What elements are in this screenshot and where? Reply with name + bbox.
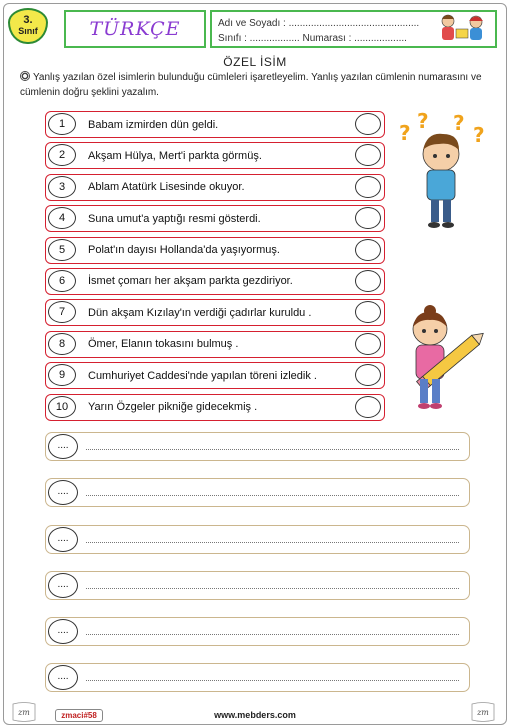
answer-number-circle[interactable]: .... <box>48 434 78 459</box>
sentence-row <box>45 394 385 421</box>
name-field[interactable]: Adı ve Soyadı : ............................................... <box>218 18 420 29</box>
instruction-text <box>20 70 488 100</box>
answer-line[interactable] <box>86 673 459 681</box>
sentence-text: Ablam Atatürk Lisesinde okuyor. <box>88 181 245 194</box>
answer-row <box>45 432 470 461</box>
sentence-row <box>45 205 385 232</box>
sentence-number: 7 <box>48 301 76 323</box>
sentence-row <box>45 362 385 389</box>
subject-box <box>64 10 206 48</box>
answer-number-circle[interactable]: .... <box>48 573 78 598</box>
logo-left-text: zm <box>18 708 30 717</box>
sentence-text: Suna umut'a yaptığı resmi gösterdi. <box>88 212 261 225</box>
answer-row <box>45 525 470 554</box>
answer-line[interactable] <box>86 581 459 589</box>
sentence-number: 2 <box>48 144 76 166</box>
answer-number-circle[interactable]: .... <box>48 665 78 690</box>
sentence-row <box>45 268 385 295</box>
worksheet-code: zmaci#58 <box>55 709 103 722</box>
sentence-text: Akşam Hülya, Mert'i parkta görmüş. <box>88 149 262 162</box>
answer-line[interactable] <box>86 535 459 543</box>
answer-row <box>45 617 470 646</box>
sentence-text: Yarın Özgeler pikniğe gidecekmiş . <box>88 401 258 414</box>
answer-number-circle[interactable]: .... <box>48 527 78 552</box>
instruction-body: Yanlış yazılan özel isimlerin bulunduğu cümleleri işaretleyelim. Yanlış yazılan cümlenin numarasını ve cümlenin doğru şeklini yazalım. <box>20 72 482 98</box>
answer-row <box>45 478 470 507</box>
sentence-text: Dün akşam Kızılay'ın verdiği çadırlar kuruldu . <box>88 306 312 319</box>
sentence-number: 5 <box>48 239 76 261</box>
sentence-number: 8 <box>48 333 76 355</box>
sentence-number: 3 <box>48 176 76 198</box>
answer-line[interactable] <box>86 627 459 635</box>
sentence-text: Ömer, Elanın tokasını bulmuş . <box>88 338 239 351</box>
answer-number-circle[interactable]: .... <box>48 480 78 505</box>
girl-with-pencil-illustration <box>398 303 490 413</box>
sentence-text: Babam izmirden dün geldi. <box>88 118 219 131</box>
check-circle[interactable] <box>355 207 381 229</box>
answer-list <box>45 432 470 710</box>
svg-text:?: ? <box>453 111 465 135</box>
subject-title: TÜRKÇE <box>89 18 181 40</box>
svg-text:?: ? <box>417 109 429 133</box>
sentence-row <box>45 111 385 138</box>
check-circle[interactable] <box>355 144 381 166</box>
sentence-row <box>45 142 385 169</box>
site-url[interactable]: www.mebders.com <box>214 710 296 720</box>
sentence-text: İsmet çomarı her akşam parkta gezdiriyor. <box>88 275 293 288</box>
sentence-text: Cumhuriyet Caddesi'nde yapılan töreni izledik . <box>88 369 317 382</box>
kids-reading-icon <box>434 11 494 45</box>
logo-right-text: zm <box>477 708 489 717</box>
answer-line[interactable] <box>86 442 459 450</box>
answer-row <box>45 663 470 692</box>
sentence-row <box>45 331 385 358</box>
sentence-list <box>45 111 385 425</box>
thinking-boy-illustration <box>393 108 493 233</box>
page-title: ÖZEL İSİM <box>223 55 287 69</box>
sentence-number: 10 <box>48 396 76 418</box>
grade-label: Sınıf <box>18 26 38 36</box>
check-circle[interactable] <box>355 113 381 135</box>
sentence-number: 4 <box>48 207 76 229</box>
check-circle[interactable] <box>355 239 381 261</box>
sentence-number: 9 <box>48 364 76 386</box>
class-number-field[interactable]: Sınıfı : .................. Numarası : ................... <box>218 33 407 44</box>
zm-logo-right <box>470 702 496 722</box>
check-circle[interactable] <box>355 301 381 323</box>
answer-line[interactable] <box>86 488 459 496</box>
sentence-row <box>45 299 385 326</box>
check-circle[interactable] <box>355 396 381 418</box>
flower-bullet-icon <box>20 71 30 81</box>
answer-row <box>45 571 470 600</box>
answer-number-circle[interactable]: .... <box>48 619 78 644</box>
sentence-row <box>45 174 385 201</box>
svg-text:?: ? <box>473 123 485 147</box>
svg-text:?: ? <box>399 121 411 145</box>
check-circle[interactable] <box>355 176 381 198</box>
sentence-number: 6 <box>48 270 76 292</box>
grade-number: 3. <box>23 14 33 26</box>
sentence-row <box>45 237 385 264</box>
check-circle[interactable] <box>355 333 381 355</box>
sentence-number: 1 <box>48 113 76 135</box>
sentence-text: Polat'ın dayısı Hollanda'da yaşıyormuş. <box>88 244 280 257</box>
check-circle[interactable] <box>355 270 381 292</box>
check-circle[interactable] <box>355 364 381 386</box>
